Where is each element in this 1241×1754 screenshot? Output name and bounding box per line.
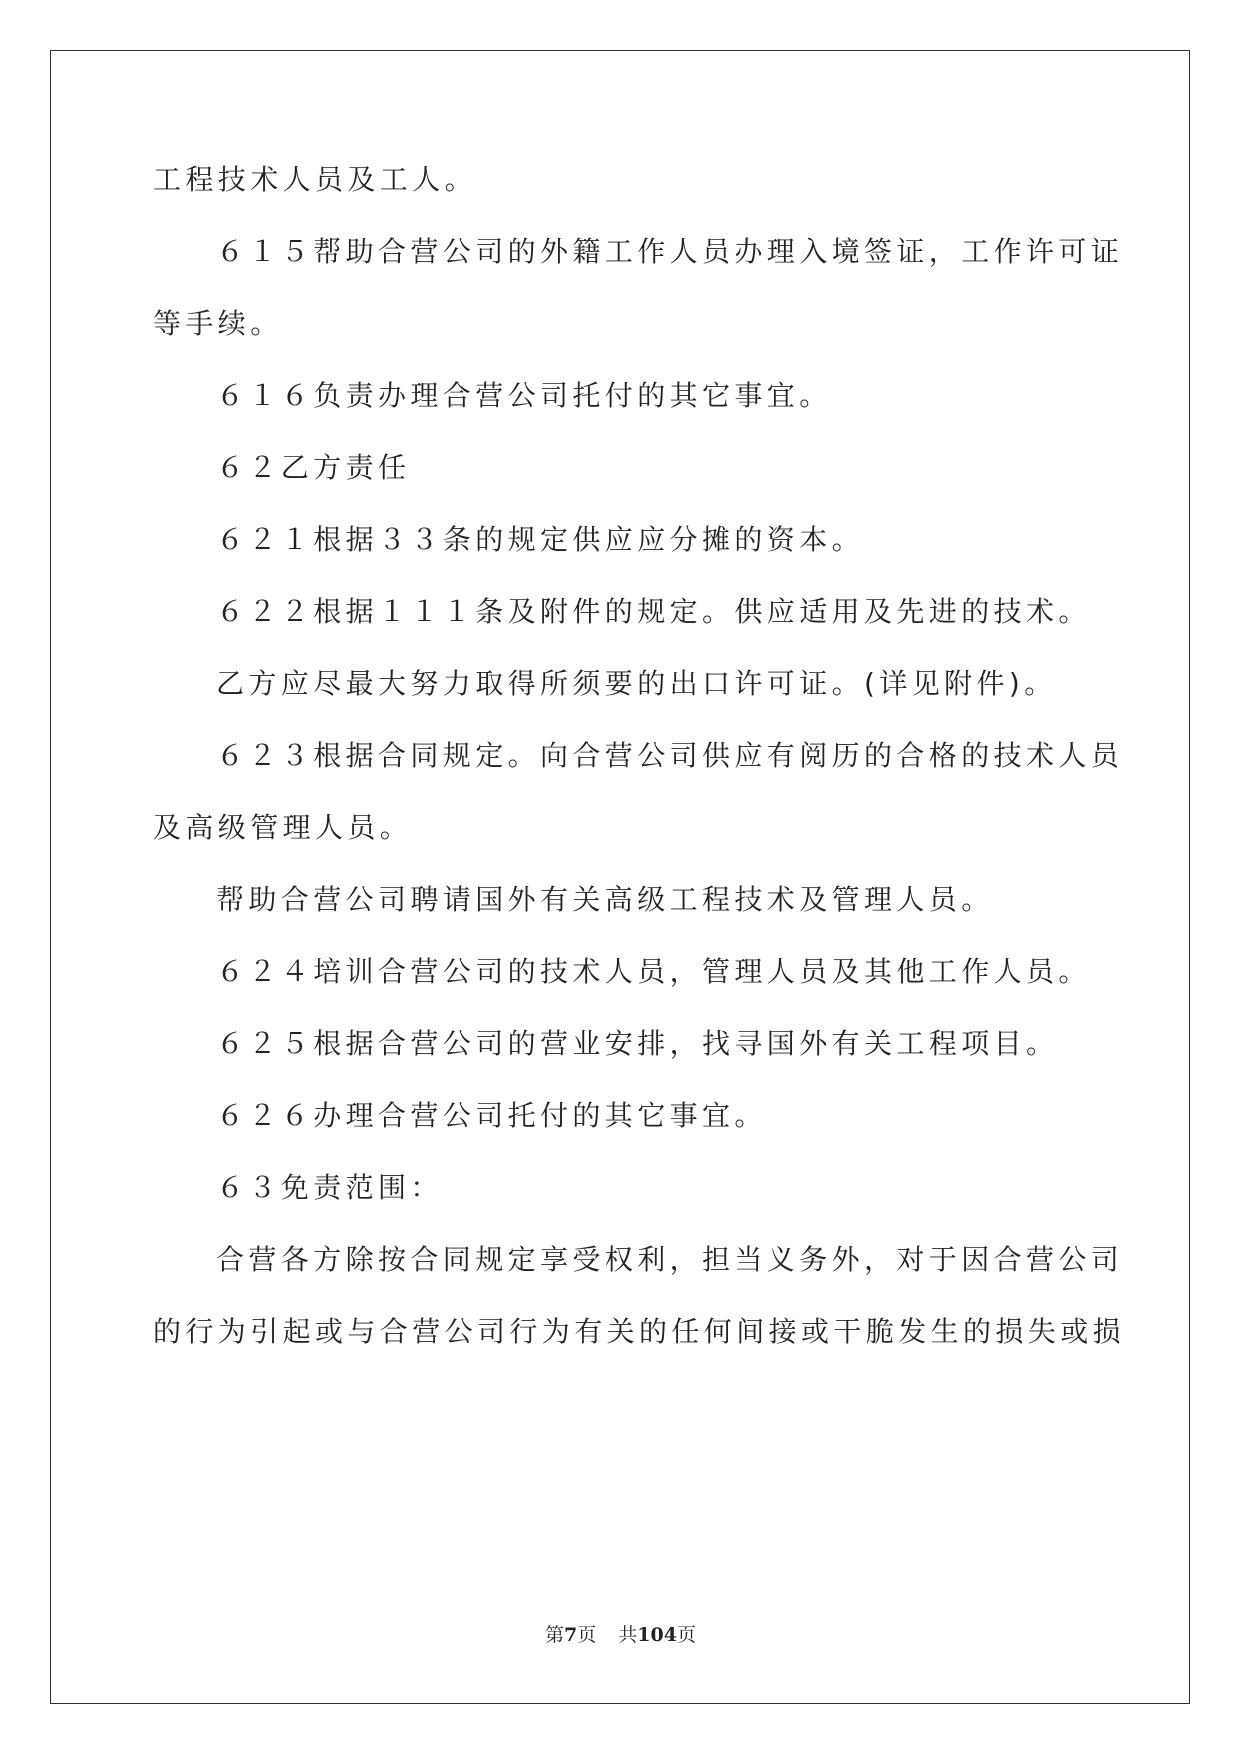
page-border [50,50,1190,1704]
text-line-4: ６１６负责办理合营公司托付的其它事宜。 [216,379,832,412]
text-line-17: 的行为引起或与合营公司行为有关的任何间接或干脆发生的损失或损 [153,1315,1126,1348]
text-line-1: 工程技术人员及工人。 [153,163,478,196]
page-footer [0,1620,1241,1647]
text-line-5: ６２乙方责任 [216,451,411,484]
text-line-6: ６２１根据３３条的规定供应应分摊的资本。 [216,523,865,556]
page-number: 7 [564,1624,578,1646]
text-line-14: ６２６办理合营公司托付的其它事宜。 [216,1099,767,1132]
text-line-12: ６２４培训合营公司的技术人员，管理人员及其他工作人员。 [216,955,1091,988]
text-line-11: 帮助合营公司聘请国外有关高级工程技术及管理人员。 [216,883,994,916]
text-line-3: 等手续。 [153,307,283,340]
text-line-2: ６１５帮助合营公司的外籍工作人员办理入境签证，工作许可证 [216,235,1124,268]
text-line-15: ６３免责范围： [216,1171,443,1204]
page-prefix: 第 [545,1624,565,1646]
text-line-13: ６２５根据合营公司的营业安排，找寻国外有关工程项目。 [216,1027,1059,1060]
page-suffix: 页 [577,1624,597,1646]
text-line-16: 合营各方除按合同规定享受权利，担当义务外，对于因合营公司 [216,1243,1124,1276]
text-line-8: 乙方应尽最大努力取得所须要的出口许可证。(详见附件)。 [216,667,1057,700]
total-prefix: 共 [618,1624,638,1646]
text-line-10: 及高级管理人员。 [153,811,413,844]
total-suffix: 页 [676,1624,696,1646]
total-pages: 104 [637,1624,677,1646]
text-line-9: ６２３根据合同规定。向合营公司供应有阅历的合格的技术人员 [216,739,1124,772]
text-line-7: ６２２根据１１１条及附件的规定。供应适用及先进的技术。 [216,595,1091,628]
